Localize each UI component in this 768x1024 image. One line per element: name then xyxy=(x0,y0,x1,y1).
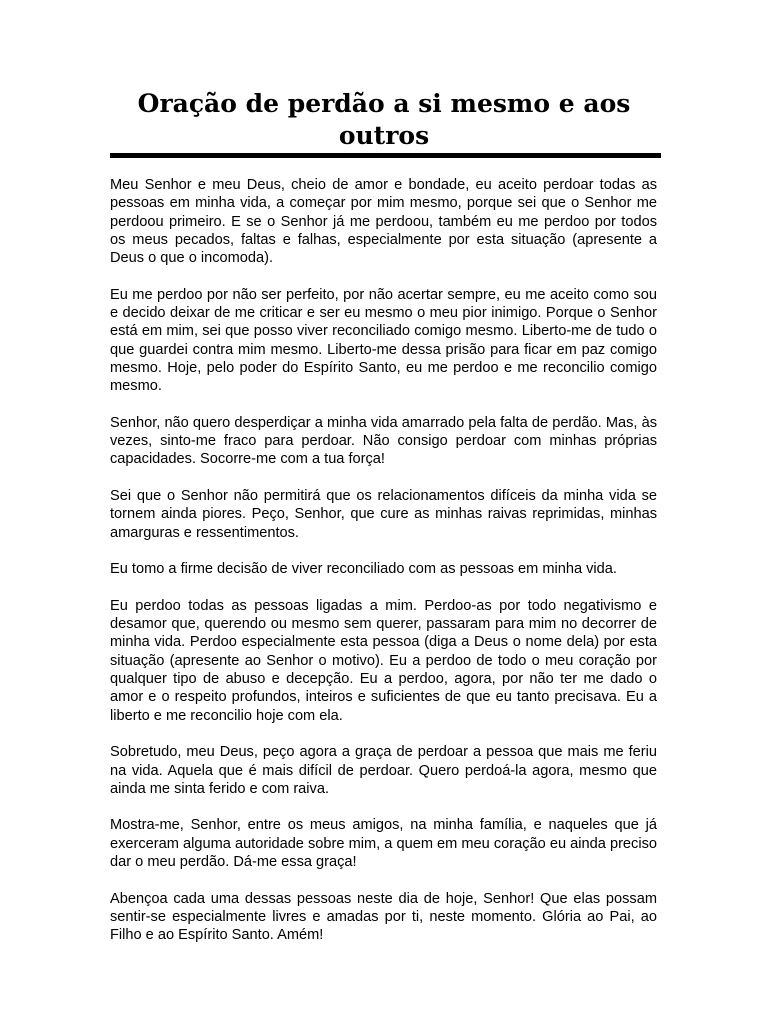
paragraph: Abençoa cada uma dessas pessoas neste dia de hoje, Senhor! Que elas possam sentir-se especialmente livres e amadas por ti, neste momento. Glória ao Pai, ao Filho e ao Espírito Santo. Amém! xyxy=(110,890,657,944)
paragraph: Sei que o Senhor não permitirá que os relacionamentos difíceis da minha vida se tornem ainda piores. Peço, Senhor, que cure as minhas raivas reprimidas, minhas amarguras e ressentimentos. xyxy=(110,488,657,541)
paragraph: Senhor, não quero desperdiçar a minha vida amarrado pela falta de perdão. Mas, às vezes, sinto-me fraco para perdoar. Não consigo perdoar com minhas próprias capacidades. Socorre-me com a tua força! xyxy=(110,414,657,468)
document-title: Oração de perdão a si mesmo e aos outros xyxy=(137,89,631,150)
paragraph: Mostra-me, Senhor, entre os meus amigos, na minha família, e naqueles que já exerceram alguma autoridade sobre mim, a quem em meu coração eu ainda preciso dar o meu perdão. Dá-me essa graça! xyxy=(110,817,657,870)
paragraph: Meu Senhor e meu Deus, cheio de amor e bondade, eu aceito perdoar todas as pessoas em minha vida, a começar por mim mesmo, porque sei que o Senhor me perdoou primeiro. E se o Senhor já me perdoou, também eu me perdoo por todos os meus pecados, faltas e falhas, especialmente por esta situação (apresente a Deus o que o incomoda). xyxy=(110,177,657,267)
paragraph: Eu me perdoo por não ser perfeito, por não acertar sempre, eu me aceito como sou e decido deixar de me criticar e ser eu mesmo o meu pior inimigo. Porque o Senhor está em mim, sei que posso viver reconciliado comigo mesmo. Liberto-me de tudo o que guardei contra mim mesmo. Liberto-me dessa prisão para ficar em paz comigo mesmo. Hoje, pelo poder do Espírito Santo, eu me perdoo e me reconcilio comigo mesmo. xyxy=(110,286,657,395)
paragraph: Eu tomo a firme decisão de viver reconciliado com as pessoas em minha vida. xyxy=(110,561,617,578)
paragraph: Eu perdoo todas as pessoas ligadas a mim. Perdoo-as por todo negativismo e desamor que, querendo ou mesmo sem querer, passaram para mim no decorrer de minha vida. Perdoo especialmente esta pessoa (diga a Deus o nome dela) por esta situação (apresente ao Senhor o motivo). Eu a perdoo de todo o meu coração por qualquer tipo de abuso e decepção. Eu a perdoo, agora, por não ter me dado o amor e o respeito profundos, inteiros e suficientes de que eu tanto precisava. Eu a liberto e me reconcilio hoje com ela. xyxy=(110,597,657,724)
paragraph: Sobretudo, meu Deus, peço agora a graça de perdoar a pessoa que mais me feriu na vida. Aquela que é mais difícil de perdoar. Quero perdoá-la agora, mesmo que ainda me sinta ferido e com raiva. xyxy=(110,744,657,797)
title-underline xyxy=(110,153,661,158)
document-body xyxy=(110,176,657,963)
